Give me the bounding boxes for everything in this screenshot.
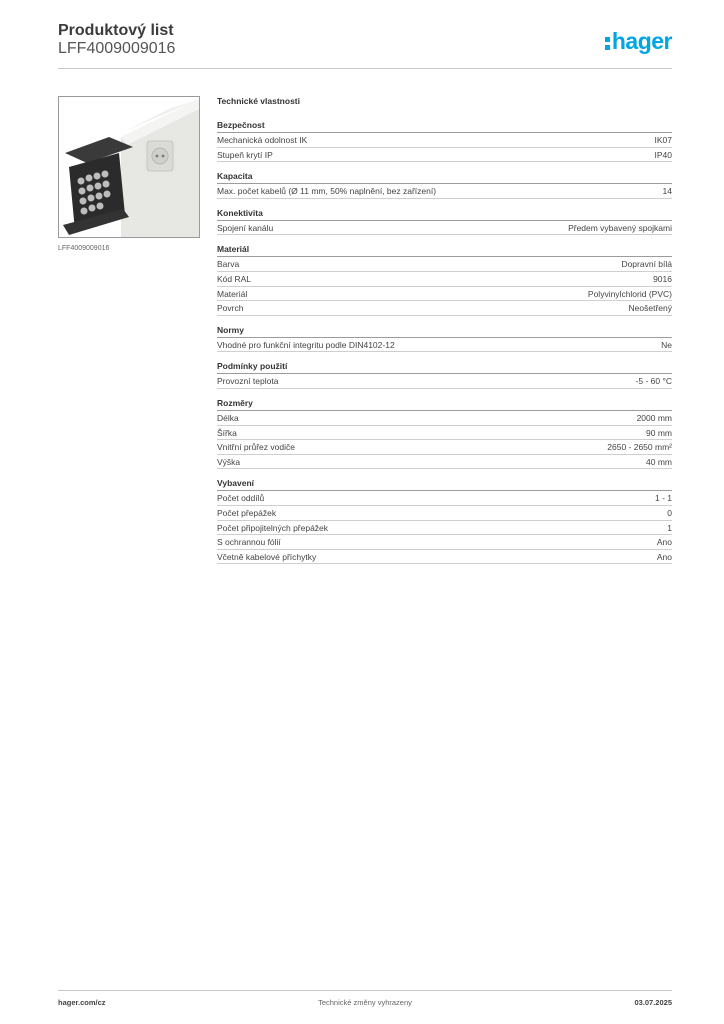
spec-row xyxy=(217,411,672,426)
spec-section-heading: Bezpečnost xyxy=(217,120,672,133)
spec-row xyxy=(217,133,672,148)
spec-section xyxy=(217,325,672,353)
spec-row xyxy=(217,338,672,353)
spec-label: Povrch xyxy=(217,303,244,314)
spec-label: Materiál xyxy=(217,288,248,299)
spec-value: 9016 xyxy=(653,273,672,284)
technical-specs xyxy=(217,96,672,573)
spec-row xyxy=(217,506,672,521)
spec-value: Ano xyxy=(656,537,672,548)
spec-value: 2650 - 2650 mm² xyxy=(607,442,672,453)
spec-section xyxy=(217,171,672,199)
spec-value: Neošetřený xyxy=(628,303,672,314)
spec-row xyxy=(217,521,672,536)
spec-row xyxy=(217,301,672,316)
spec-label: Počet přepážek xyxy=(217,507,277,518)
spec-value: 1 - 1 xyxy=(654,493,672,504)
spec-section xyxy=(217,244,672,315)
hager-logo xyxy=(605,28,672,55)
spec-label: Vnitřní průřez vodiče xyxy=(217,442,295,453)
spec-section xyxy=(217,398,672,469)
spec-row xyxy=(217,148,672,163)
spec-value: 2000 mm xyxy=(636,412,672,423)
spec-section-heading: Normy xyxy=(217,325,672,338)
spec-label: Včetně kabelové příchytky xyxy=(217,551,317,562)
spec-value: Předem vybavený spojkami xyxy=(568,222,672,233)
spec-value: Dopravní bílá xyxy=(621,259,672,270)
spec-label: Vhodné pro funkční integritu podle DIN4102-12 xyxy=(217,339,395,350)
spec-section-heading: Kapacita xyxy=(217,171,672,184)
spec-label: Délka xyxy=(217,412,239,423)
spec-row xyxy=(217,550,672,565)
spec-label: Stupeň krytí IP xyxy=(217,149,273,160)
spec-label: Počet oddílů xyxy=(217,493,265,504)
product-image xyxy=(58,96,200,238)
page-title: Produktový list xyxy=(58,22,174,39)
spec-value: 14 xyxy=(662,186,672,197)
spec-section-heading: Materiál xyxy=(217,244,672,257)
footer-website[interactable]: hager.com/cz xyxy=(58,998,106,1007)
page-header xyxy=(58,22,672,70)
spec-label: Barva xyxy=(217,259,240,270)
spec-row xyxy=(217,221,672,236)
spec-section xyxy=(217,120,672,162)
spec-section-heading: Vybavení xyxy=(217,478,672,491)
spec-section-heading: Konektivita xyxy=(217,208,672,221)
cable-trunking-icon xyxy=(59,97,199,237)
spec-label: Počet připojitelných přepážek xyxy=(217,522,329,533)
footer-divider xyxy=(58,990,672,991)
spec-section-heading: Podmínky použití xyxy=(217,361,672,374)
spec-row xyxy=(217,426,672,441)
specs-title: Technické vlastnosti xyxy=(217,96,300,106)
spec-value: 90 mm xyxy=(646,427,672,438)
spec-value: 40 mm xyxy=(646,456,672,467)
spec-value: 1 xyxy=(667,522,672,533)
spec-value: -5 - 60 °C xyxy=(635,376,672,387)
spec-section-heading: Rozměry xyxy=(217,398,672,411)
spec-value: 0 xyxy=(667,507,672,518)
spec-section xyxy=(217,361,672,389)
spec-row xyxy=(217,257,672,272)
footer-date: 03.07.2025 xyxy=(634,998,672,1007)
spec-row xyxy=(217,440,672,455)
spec-label: Šířka xyxy=(217,427,237,438)
footer-disclaimer: Technické změny vyhrazeny xyxy=(318,998,412,1007)
spec-row xyxy=(217,491,672,506)
spec-row xyxy=(217,287,672,302)
spec-value: Ano xyxy=(656,551,672,562)
spec-label: Provozní teplota xyxy=(217,376,279,387)
spec-label: Kód RAL xyxy=(217,273,252,284)
spec-value: IP40 xyxy=(654,149,672,160)
spec-section xyxy=(217,478,672,564)
product-code: LFF4009009016 xyxy=(58,40,176,57)
spec-label: Spojení kanálu xyxy=(217,222,274,233)
spec-label: Mechanická odolnost IK xyxy=(217,135,308,145)
spec-row xyxy=(217,272,672,287)
spec-row xyxy=(217,184,672,199)
spec-row xyxy=(217,535,672,550)
spec-sections xyxy=(217,120,672,564)
logo-text: hager xyxy=(611,28,672,54)
header-divider xyxy=(58,68,672,69)
spec-value: IK07 xyxy=(654,135,672,145)
spec-value: Ne xyxy=(661,339,672,350)
image-caption: LFF4009009016 xyxy=(58,245,110,252)
spec-label: Výška xyxy=(217,456,241,467)
spec-section xyxy=(217,208,672,236)
spec-label: S ochrannou fólií xyxy=(217,537,281,548)
spec-row xyxy=(217,374,672,389)
logo-dots-icon xyxy=(605,33,610,51)
spec-label: Max. počet kabelů (Ø 11 mm, 50% naplnění, bez zařízení) xyxy=(217,186,437,197)
spec-value: Polyvinylchlorid (PVC) xyxy=(587,288,672,299)
spec-row xyxy=(217,455,672,470)
